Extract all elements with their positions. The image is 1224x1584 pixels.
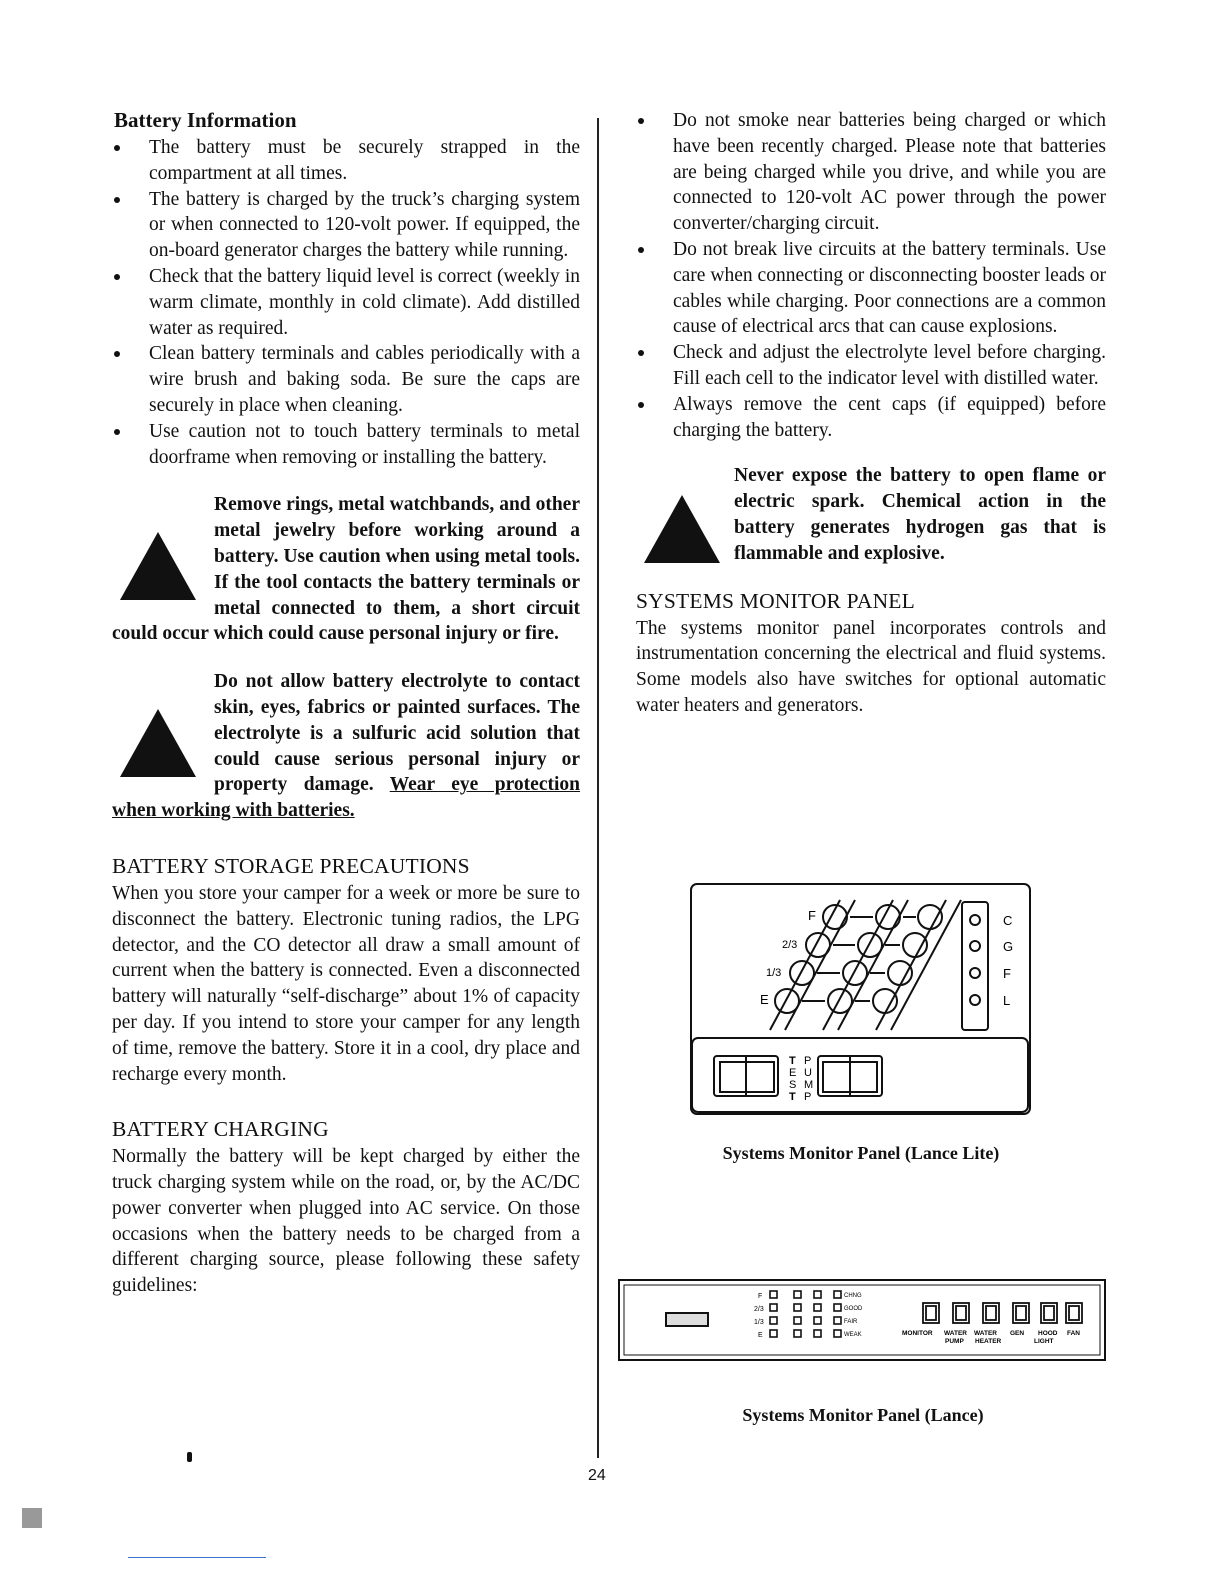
list-item: Do not break live circuits at the battery terminals. Use care when connecting or disconnecting booster leads or cables while charging. Poor connections are a common cause of electrical arcs that can cause explosions. bbox=[636, 237, 1106, 340]
figure-caption-lance-lite: Systems Monitor Panel (Lance Lite) bbox=[722, 1143, 1000, 1163]
list-item: Check that the battery liquid level is correct (weekly in warm climate, monthly in cold climate). Add distilled water as required. bbox=[112, 264, 580, 341]
monitor-heading: SYSTEMS MONITOR PANEL bbox=[636, 588, 915, 613]
list-item: Use caution not to touch battery terminals to metal doorframe when removing or installing the battery. bbox=[112, 419, 580, 471]
level-label: F bbox=[758, 1293, 763, 1300]
monitor-panel-lance-lite bbox=[690, 880, 1032, 1164]
brand-badge bbox=[666, 1313, 708, 1326]
switch-label: T bbox=[789, 1055, 796, 1067]
list-item: Do not smoke near batteries being charged or which have been recently charged. Please note that batteries are being charged while you drive, and while you are connected to 120-volt AC power through the power converter/charging circuit. bbox=[636, 108, 1106, 237]
switch-label: E bbox=[789, 1067, 797, 1079]
switch-label: P bbox=[804, 1091, 812, 1103]
level-label: 2/3 bbox=[754, 1306, 764, 1313]
charging-text: Normally the battery will be kept charged by either the truck charging system while on the road, or, by the AC/DC power converter when plugged into AC service. On those occasions when the battery needs to be charged from a different charging source, please following these safety guidelines: bbox=[112, 1146, 580, 1297]
warning-jewelry-text: Remove rings, metal watchbands, and other metal jewelry before working around a battery. Use caution when using metal tools. If the tool contacts the battery terminals or metal connected to them, a short circuit could occur which could cause personal injury or fire. bbox=[112, 494, 580, 645]
level-label: 2/3 bbox=[782, 939, 798, 951]
switch-label: WATER bbox=[974, 1330, 997, 1337]
warning-electrolyte bbox=[112, 669, 580, 824]
list-item: The battery is charged by the truck’s charging system or when connected to 120-volt power. If equipped, the on-board generator charges the battery while running. bbox=[112, 187, 580, 264]
column-divider bbox=[597, 118, 599, 1458]
switch-label: HOOD bbox=[1038, 1330, 1058, 1337]
switch-label: FAN bbox=[1067, 1330, 1080, 1337]
status-label: F bbox=[1003, 966, 1011, 981]
switch-label: GEN bbox=[1010, 1330, 1025, 1337]
switch-label: PUMP bbox=[945, 1338, 964, 1345]
battery-state: GOOD bbox=[844, 1306, 863, 1312]
list-item: Always remove the cent caps (if equipped) before charging the battery. bbox=[636, 392, 1106, 444]
panel-lance-lite-drawing bbox=[690, 880, 1032, 1116]
battery-info-heading: Battery Information bbox=[114, 108, 297, 132]
switch-label: MONITOR bbox=[902, 1330, 933, 1337]
warning-flame-text: Never expose the battery to open flame or electric spark. Chemical action in the battery generates hydrogen gas that is flammable and explosive. bbox=[734, 465, 1106, 564]
list-item: Check and adjust the electrolyte level before charging. Fill each cell to the indicator level with distilled water. bbox=[636, 340, 1106, 392]
status-label: C bbox=[1003, 913, 1013, 928]
warning-triangle-icon bbox=[118, 526, 198, 606]
charging-heading: BATTERY CHARGING bbox=[112, 1117, 329, 1142]
switch-label: LIGHT bbox=[1034, 1338, 1054, 1345]
switch-label: U bbox=[804, 1067, 812, 1079]
level-label: 1/3 bbox=[766, 967, 782, 979]
scan-speck bbox=[187, 1452, 192, 1462]
level-label: 1/3 bbox=[754, 1319, 764, 1326]
level-label: E bbox=[758, 1332, 763, 1339]
right-column bbox=[636, 108, 1106, 719]
switch-label: P bbox=[804, 1055, 812, 1067]
warning-electrolyte-text: Do not allow battery electrolyte to contact skin, eyes, fabrics or painted surfaces. The electrolyte is a sulfuric acid solution that could cause serious personal injury or property damage. Wear eye protection when working with batteries. bbox=[112, 671, 580, 822]
switch-label: S bbox=[789, 1079, 797, 1091]
switch-label: WATER bbox=[944, 1330, 967, 1337]
panel-lance-drawing bbox=[618, 1278, 1108, 1368]
list-item: The battery must be securely strapped in the compartment at all times. bbox=[112, 135, 580, 187]
switch-label: HEATER bbox=[975, 1338, 1002, 1345]
scan-line bbox=[128, 1557, 266, 1558]
switch-label: M bbox=[804, 1079, 814, 1091]
storage-text: When you store your camper for a week or more be sure to disconnect the battery. Electronic tuning radios, the LPG detector, and the CO detector all draw a small amount of current when the battery is connected. Even a disconnected battery will naturally “self-discharge” about 1% of capacity per day. If you intend to store your camper for any length of time, remove the battery. Store it in a cool, dry place and recharge every month. bbox=[112, 882, 580, 1085]
level-label: F bbox=[808, 908, 816, 923]
left-column bbox=[112, 108, 580, 1299]
switch-label: T bbox=[789, 1091, 796, 1103]
page-number: 24 bbox=[588, 1467, 606, 1484]
warning-flame bbox=[636, 463, 1106, 566]
battery-state: CHNG bbox=[844, 1293, 862, 1299]
battery-state: FAIR bbox=[844, 1319, 858, 1325]
storage-heading: BATTERY STORAGE PRECAUTIONS bbox=[112, 853, 470, 878]
status-label: G bbox=[1003, 939, 1014, 954]
list-item: Clean battery terminals and cables periodically with a wire brush and baking soda. Be sure the caps are securely in place when cleaning. bbox=[112, 341, 580, 418]
level-label: E bbox=[760, 992, 769, 1007]
monitor-panel-lance bbox=[618, 1278, 1108, 1426]
charging-guidelines-list bbox=[636, 108, 1106, 443]
battery-state: WEAK bbox=[844, 1332, 862, 1338]
eye-protection-note: Wear eye protection when working with batteries. bbox=[112, 774, 580, 822]
warning-triangle-icon bbox=[118, 703, 198, 783]
monitor-text: The systems monitor panel incorporates controls and instrumentation concerning the electrical and fluid systems. Some models also have switches for optional automatic water heaters and generators. bbox=[636, 617, 1106, 716]
warning-triangle-icon bbox=[642, 489, 722, 569]
battery-info-list bbox=[112, 135, 580, 470]
status-label: L bbox=[1003, 993, 1011, 1008]
figure-caption-lance: Systems Monitor Panel (Lance) bbox=[742, 1405, 984, 1425]
warning-jewelry bbox=[112, 492, 580, 647]
scan-speck bbox=[22, 1508, 42, 1528]
